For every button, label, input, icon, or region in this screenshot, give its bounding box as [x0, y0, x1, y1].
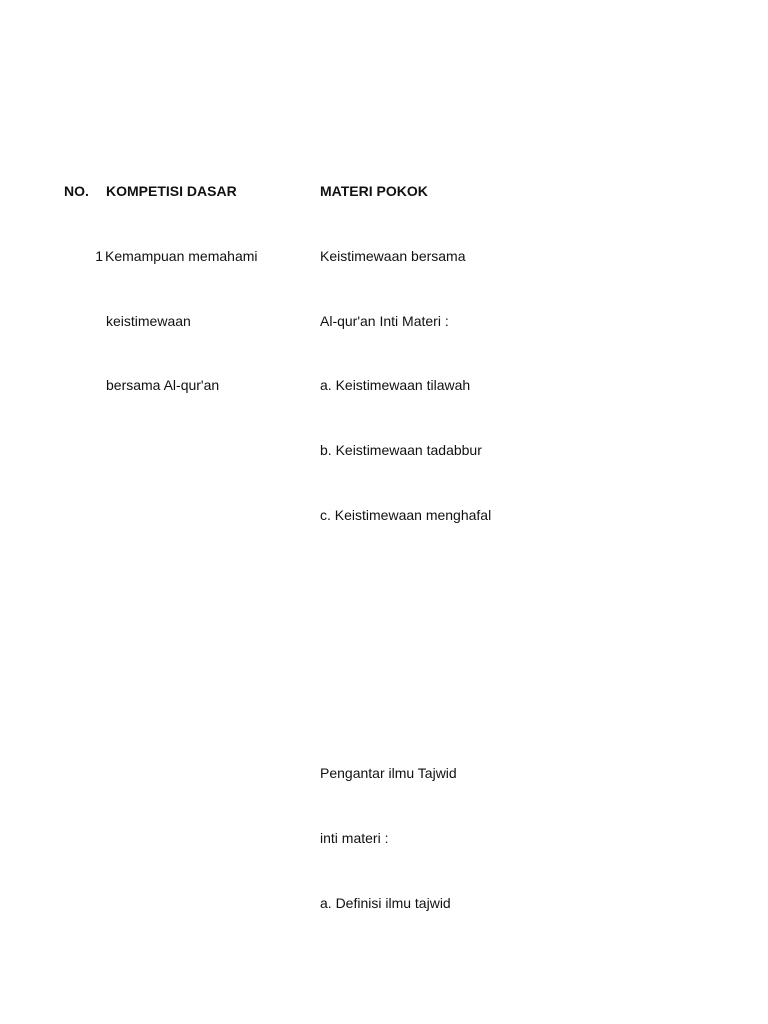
kompetisi-line: bersama Al-qur'an — [106, 377, 220, 393]
materi-line: b. Keistimewaan tadabbur — [320, 442, 482, 458]
kompetisi-line: keistimewaan — [106, 313, 191, 329]
materi-line: Keistimewaan bersama — [320, 248, 466, 264]
materi-line: a. Keistimewaan tilawah — [320, 377, 471, 393]
row-number: 1 — [95, 248, 103, 264]
header-no: NO. — [64, 183, 89, 199]
materi-line: c. Keistimewaan menghafal — [320, 507, 492, 523]
materi-line: a. Definisi ilmu tajwid — [320, 895, 451, 911]
materi-line: Pengantar ilmu Tajwid — [320, 765, 457, 781]
materi-line: Al-qur'an Inti Materi : — [320, 313, 449, 329]
header-materi-pokok: MATERI POKOK — [320, 183, 428, 199]
materi-line: inti materi : — [320, 830, 389, 846]
header-kompetisi-dasar: KOMPETISI DASAR — [106, 183, 237, 199]
kompetisi-line: Kemampuan memahami — [105, 248, 258, 264]
